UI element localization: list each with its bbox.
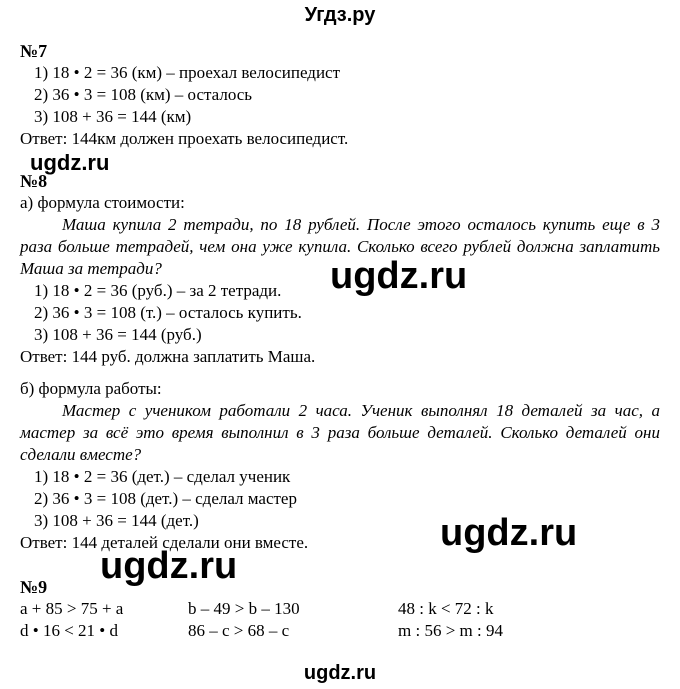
task-8a-step-3: 3) 108 + 36 = 144 (руб.)	[34, 325, 202, 344]
task-8a-label: а) формула стоимости:	[20, 193, 185, 212]
task-7-number: №7	[20, 41, 48, 61]
task-8b-step-1: 1) 18 • 2 = 36 (дет.) – сделал ученик	[34, 467, 291, 486]
task-8a-answer: Ответ: 144 руб. должна заплатить Маша.	[20, 347, 316, 366]
task-8a-step-2: 2) 36 • 3 = 108 (т.) – осталось купить.	[34, 303, 302, 322]
inequality: d • 16 < 21 • d	[20, 621, 118, 640]
task-7-step-1: 1) 18 • 2 = 36 (км) – проехал велосипедист	[34, 63, 341, 82]
task-7-step-2: 2) 36 • 3 = 108 (км) – осталось	[34, 85, 253, 104]
task-8b-label: б) формула работы:	[20, 379, 162, 398]
site-header[interactable]: Угдз.ру	[304, 4, 376, 26]
task-8b-step-2: 2) 36 • 3 = 108 (дет.) – сделал мастер	[34, 489, 297, 508]
inequality: 48 : k < 72 : k	[398, 599, 494, 618]
site-footer[interactable]: ugdz.ru	[303, 662, 377, 684]
task-8b-answer: Ответ: 144 деталей сделали они вместе.	[20, 533, 309, 552]
inequality: m : 56 > m : 94	[398, 621, 503, 640]
task-9-row-1	[20, 598, 660, 620]
watermark-large: ugdz.ru	[100, 545, 238, 587]
task-8b-step-3: 3) 108 + 36 = 144 (дет.)	[34, 511, 199, 530]
inequality: 86 – c > 68 – c	[188, 621, 290, 640]
task-8a-problem: Маша купила 2 тетради, по 18 рублей. После этого осталось купить еще в 3 раза больше тетрадей, чем она уже купила. Сколько всего рублей должна заплатить Маша за тетради?	[20, 215, 660, 278]
task-9-row-2	[20, 620, 660, 642]
task-8b-problem: Мастер с учеником работали 2 часа. Ученик выполнял 18 деталей за час, а мастер за всё это время выполнил в 3 раза больше деталей. Сколько деталей они сделали вместе?	[20, 401, 660, 464]
task-8a-step-1: 1) 18 • 2 = 36 (руб.) – за 2 тетради.	[34, 281, 282, 300]
task-7-answer: Ответ: 144км должен проехать велосипедист.	[20, 129, 349, 148]
task-9-number: №9	[20, 577, 48, 597]
task-7-step-3: 3) 108 + 36 = 144 (км)	[34, 107, 192, 126]
task-8-number: №8	[20, 171, 48, 191]
watermark-large: ugdz.ru	[330, 255, 468, 297]
watermark-small: ugdz.ru	[30, 150, 110, 175]
inequality: a + 85 > 75 + a	[20, 599, 124, 618]
inequality: b – 49 > b – 130	[188, 599, 300, 618]
watermark-large: ugdz.ru	[440, 512, 578, 554]
